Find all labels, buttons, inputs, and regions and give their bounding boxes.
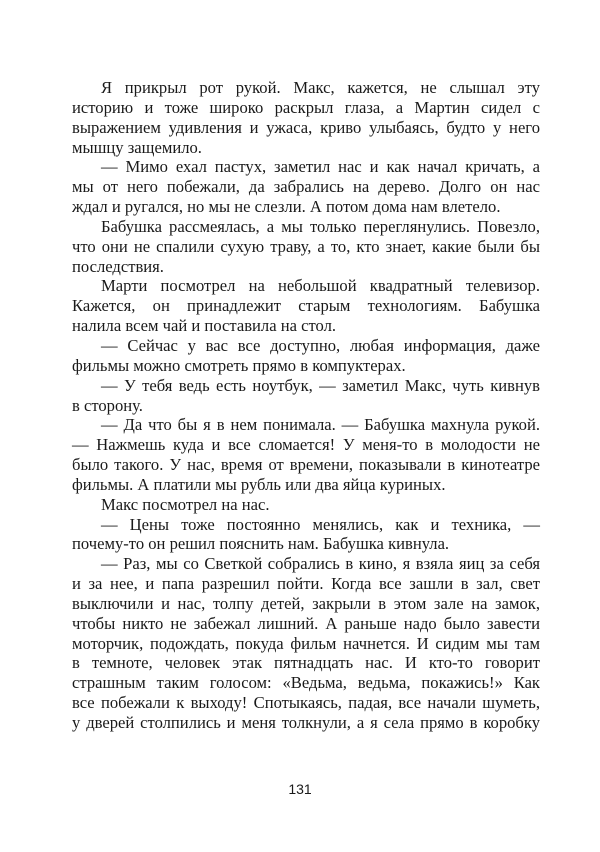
text-line: что они не спалили сухую траву, а то, кто знает, какие были бы bbox=[72, 236, 540, 256]
text-line: — Сейчас у вас все доступно, любая информация, даже bbox=[101, 335, 540, 355]
text-line: — Мимо ехал пастух, заметил нас и как начал кричать, а bbox=[101, 157, 540, 177]
page-number: 131 bbox=[288, 781, 312, 797]
text-line: фильмы можно смотреть прямо в компуктерах. bbox=[72, 355, 406, 375]
text-line: Я прикрыл рот рукой. Макс, кажется, не слышал эту bbox=[101, 78, 540, 97]
text-line: моторчик, подождать, покуда фильм начнется. И сидим мы там bbox=[72, 633, 540, 653]
body-text bbox=[72, 78, 540, 733]
text-line: было такого. У нас, время от времени, показывали в кинотеатре bbox=[72, 455, 540, 475]
text-line: — У тебя ведь есть ноутбук, — заметил Макс, чуть кивнув bbox=[101, 375, 540, 395]
text-line: фильмы. А платили мы рубль или два яйца куриных. bbox=[72, 474, 446, 494]
text-line: страшным таким голосом: «Ведьма, ведьма, покажись!» Как bbox=[72, 673, 540, 693]
text-line: почему-то он решил пояснить нам. Бабушка кивнула. bbox=[72, 534, 450, 554]
text-line: Бабушка рассмеялась, а мы только переглянулись. Повезло, bbox=[101, 216, 540, 236]
text-line: в темноте, человек этак пятнадцать нас. И кто-то говорит bbox=[72, 653, 540, 673]
text-line: последствия. bbox=[72, 256, 164, 276]
text-line: все побежали к выходу! Спотыкаясь, падая, все начали шуметь, bbox=[72, 693, 540, 713]
text-line: чтобы никто не забежал лишний. А раньше надо было завести bbox=[72, 613, 540, 633]
text-line: историю и тоже широко раскрыл глаза, а Мартин сидел с bbox=[72, 97, 540, 117]
text-line: в сторону. bbox=[72, 395, 143, 415]
text-line: ждал и ругался, но мы не слезли. А потом дома нам влетело. bbox=[72, 197, 501, 217]
text-line: и за нее, и папа разрешил пойти. Когда все зашли в зал, свет bbox=[72, 574, 540, 594]
text-line: Макс посмотрел на нас. bbox=[101, 494, 270, 514]
text-line: выключили и нас, толпу детей, закрыли в этом зале на замок, bbox=[72, 593, 540, 613]
text-line: налила всем чай и поставила на стол. bbox=[72, 316, 337, 336]
text-line: выражением удивления и ужаса, криво улыбаясь, будто у него bbox=[72, 117, 540, 137]
text-line: — Нажмешь куда и все сломается! У меня-то в молодости не bbox=[72, 435, 540, 455]
text-line: — Раз, мы со Светкой собрались в кино, я взяла яиц за себя bbox=[101, 554, 540, 574]
text-line: мы от него побежали, да забрались на дерево. Долго он нас bbox=[72, 177, 540, 197]
text-line: мышцу защемило. bbox=[72, 137, 202, 157]
text-line: Марти посмотрел на небольшой квадратный телевизор. bbox=[101, 276, 540, 296]
text-line: — Цены тоже постоянно менялись, как и техника, — bbox=[101, 514, 540, 534]
text-line: Кажется, он принадлежит старым технологиям. Бабушка bbox=[72, 296, 540, 316]
text-line: — Да что бы я в нем понимала. — Бабушка махнула рукой. bbox=[101, 415, 540, 435]
text-line: у дверей столпились и меня толкнули, а я села прямо в коробку bbox=[72, 713, 540, 732]
